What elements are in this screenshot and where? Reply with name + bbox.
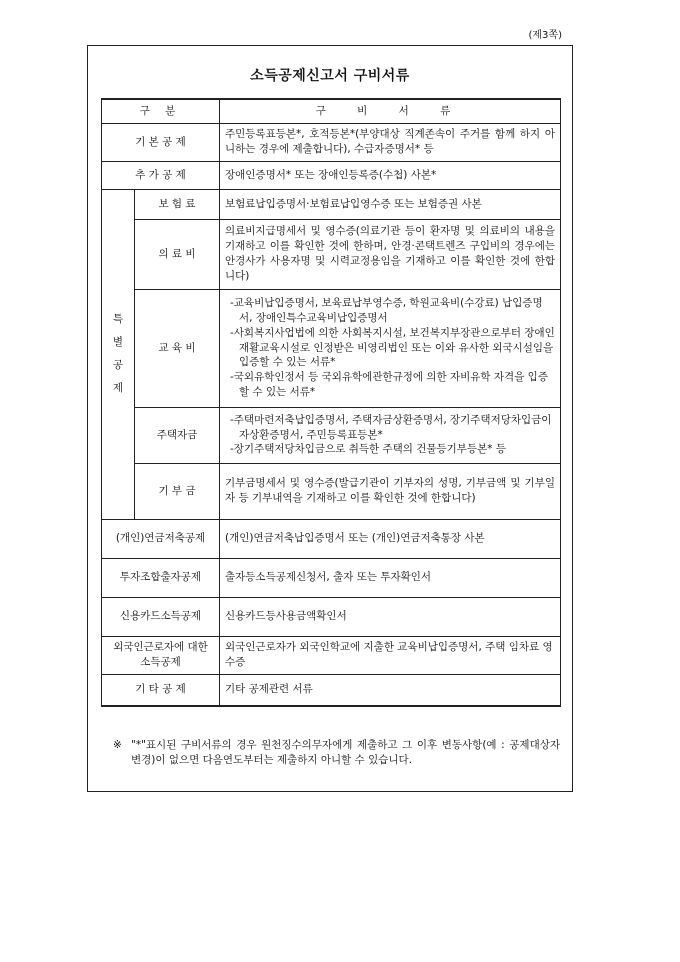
medical-label: 의 료 비: [135, 219, 220, 289]
row-education: [102, 289, 561, 407]
row-basic: [102, 123, 561, 161]
pension-text: (개인)연금저축납입증명서 또는 (개인)연금저축통장 사본: [220, 519, 561, 558]
insurance-label: 보 험 료: [135, 189, 220, 219]
basic-label: 기 본 공 제: [102, 123, 220, 161]
other-label: 기 타 공 제: [102, 674, 220, 706]
header-category: 구 분: [102, 99, 220, 123]
row-pension: [102, 519, 561, 558]
header-row: [102, 99, 561, 123]
housing-item-2: -장기주택저당차입금으로 취득한 주택의 건물등기부등본* 등: [230, 443, 506, 456]
footnote-text: "*"표시된 구비서류의 경우 원천징수의무자에게 제출하고 그 이후 변동사항(예 : 공제대상자 변경)이 없으면 다음연도부터는 제출하지 아니할 수 있습니다.: [131, 739, 560, 766]
special-char-3: 공: [112, 359, 124, 371]
other-text: 기타 공제관련 서류: [220, 674, 561, 706]
foreign-worker-label: 외국인근로자에 대한 소득공제: [102, 636, 220, 674]
housing-item-1: -주택마련저축납입증명서, 주택자금상환증명서, 장기주택저당차입금이자상환증명서, 주민등록표등본*: [230, 413, 552, 441]
row-additional: [102, 161, 561, 189]
education-item-2: -사회복지사업법에 의한 사회복지시설, 보건복지부장관으로부터 장애인 재활교육시설로 인정받은 비영리법인 또는 이와 유사한 외국시설임을 입증할 수 있는 서류*: [230, 326, 555, 369]
investment-label: 투자조합출자공제: [102, 558, 220, 597]
education-item-3: -국외유학인정서 등 국외유학에관한규정에 의한 자비유학 자격을 입증할 수 있는 서류*: [230, 371, 548, 399]
document-title: 소득공제신고서 구비서류: [250, 68, 410, 84]
basic-text: 주민등록표등본*, 호적등본*(부양대상 직계존속이 주거를 함께 하지 아니하는 경우에 제출합니다), 수급자증명서* 등: [220, 123, 561, 161]
additional-text: 장애인증명서* 또는 장애인등록증(수첩) 사본*: [220, 161, 561, 189]
special-char-1: 특: [112, 313, 124, 326]
education-item-1: -교육비납입증명서, 보육료납부영수증, 학원교육비(수강료) 납입증명서, 장애인특수교육비납입증명서: [230, 296, 543, 324]
foreign-worker-text: 외국인근로자가 외국인학교에 지출한 교육비납입증명서, 주택 임차료 영수증: [220, 636, 561, 674]
header-documents: 구 비 서 류: [220, 99, 561, 123]
donation-text: 기부금명세서 및 영수증(발급기관이 기부자의 성명, 기부금액 및 기부일자 등 기부내역을 기재하고 이를 확인한 것에 한합니다): [220, 463, 561, 519]
row-credit-card: [102, 597, 561, 636]
investment-text: 출자등소득공제신청서, 출자 또는 투자확인서: [220, 558, 561, 597]
housing-label: 주택자금: [135, 407, 220, 463]
row-other: [102, 674, 561, 706]
medical-text: 의료비지급명세서 및 영수증(의료기관 등이 환자명 및 의료비의 내용을 기재하고 이를 확인한 것에 한하며, 안경·콘택트렌즈 구입비의 경우에는 안경사가 사용자명 및 시력교정용임을 기재하고 이를 확인한 것에 한합니다): [220, 219, 561, 289]
document-frame: [87, 45, 573, 792]
row-investment: [102, 558, 561, 597]
special-group-label: [102, 189, 135, 519]
row-medical: [102, 219, 561, 289]
special-char-2: 별: [112, 336, 124, 349]
reference-mark: ※: [113, 739, 122, 751]
row-foreign-worker: [102, 636, 561, 674]
footnote: [101, 738, 560, 768]
education-label: 교 육 비: [135, 289, 220, 407]
education-list: [220, 289, 561, 407]
pension-label: (개인)연금저축공제: [102, 519, 220, 558]
credit-card-label: 신용카드소득공제: [102, 597, 220, 636]
row-insurance: [102, 189, 561, 219]
row-housing: [102, 407, 561, 463]
donation-label: 기 부 금: [135, 463, 220, 519]
insurance-text: 보험료납입증명서·보험료납입영수증 또는 보험증권 사본: [220, 189, 561, 219]
additional-label: 추 가 공 제: [102, 161, 220, 189]
special-char-4: 제: [112, 381, 124, 394]
page-number: (제3쪽): [528, 30, 562, 41]
housing-list: [220, 407, 561, 463]
credit-card-text: 신용카드등사용금액확인서: [220, 597, 561, 636]
requirements-table: [101, 98, 561, 707]
row-donation: [102, 463, 561, 519]
